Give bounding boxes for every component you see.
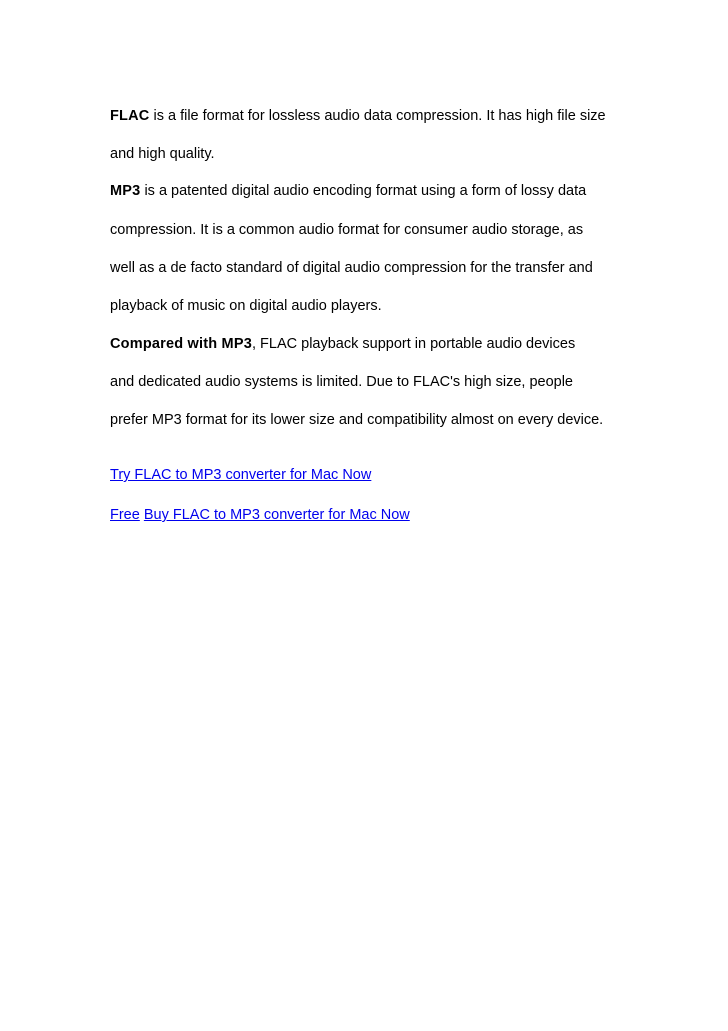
comparison-line-1 xyxy=(110,335,575,353)
try-converter-link[interactable]: Try FLAC to MP3 converter for Mac Now xyxy=(110,467,372,483)
mp3-definition-line-2: compression. It is a common audio format for consumer audio storage, as xyxy=(110,222,584,238)
mp3-definition-line-3: well as a de facto standard of digital audio compression for the transfer and xyxy=(110,260,593,276)
free-buy-link-line xyxy=(110,506,410,524)
mp3-definition-text: is a patented digital audio encoding format using a form of lossy data xyxy=(140,183,587,199)
try-link-line xyxy=(110,466,371,484)
mp3-term: MP3 xyxy=(110,183,141,199)
flac-definition-line-2: and high quality. xyxy=(110,146,215,162)
flac-term: FLAC xyxy=(110,108,150,124)
comparison-term: Compared with MP3 xyxy=(110,336,252,352)
buy-converter-link[interactable]: Buy FLAC to MP3 converter for Mac Now xyxy=(143,507,410,523)
comparison-text: , FLAC playback support in portable audio devices xyxy=(251,336,576,352)
free-link[interactable]: Free xyxy=(110,507,140,523)
flac-definition-text: is a file format for lossless audio data compression. It has high file size xyxy=(149,108,606,124)
comparison-line-3: prefer MP3 format for its lower size and compatibility almost on every device. xyxy=(110,412,604,428)
mp3-definition-line-4: playback of music on digital audio players. xyxy=(110,298,382,314)
mp3-definition-line-1 xyxy=(110,182,586,200)
flac-definition-line-1 xyxy=(110,107,606,125)
comparison-line-2: and dedicated audio systems is limited. Due to FLAC's high size, people xyxy=(110,374,573,390)
